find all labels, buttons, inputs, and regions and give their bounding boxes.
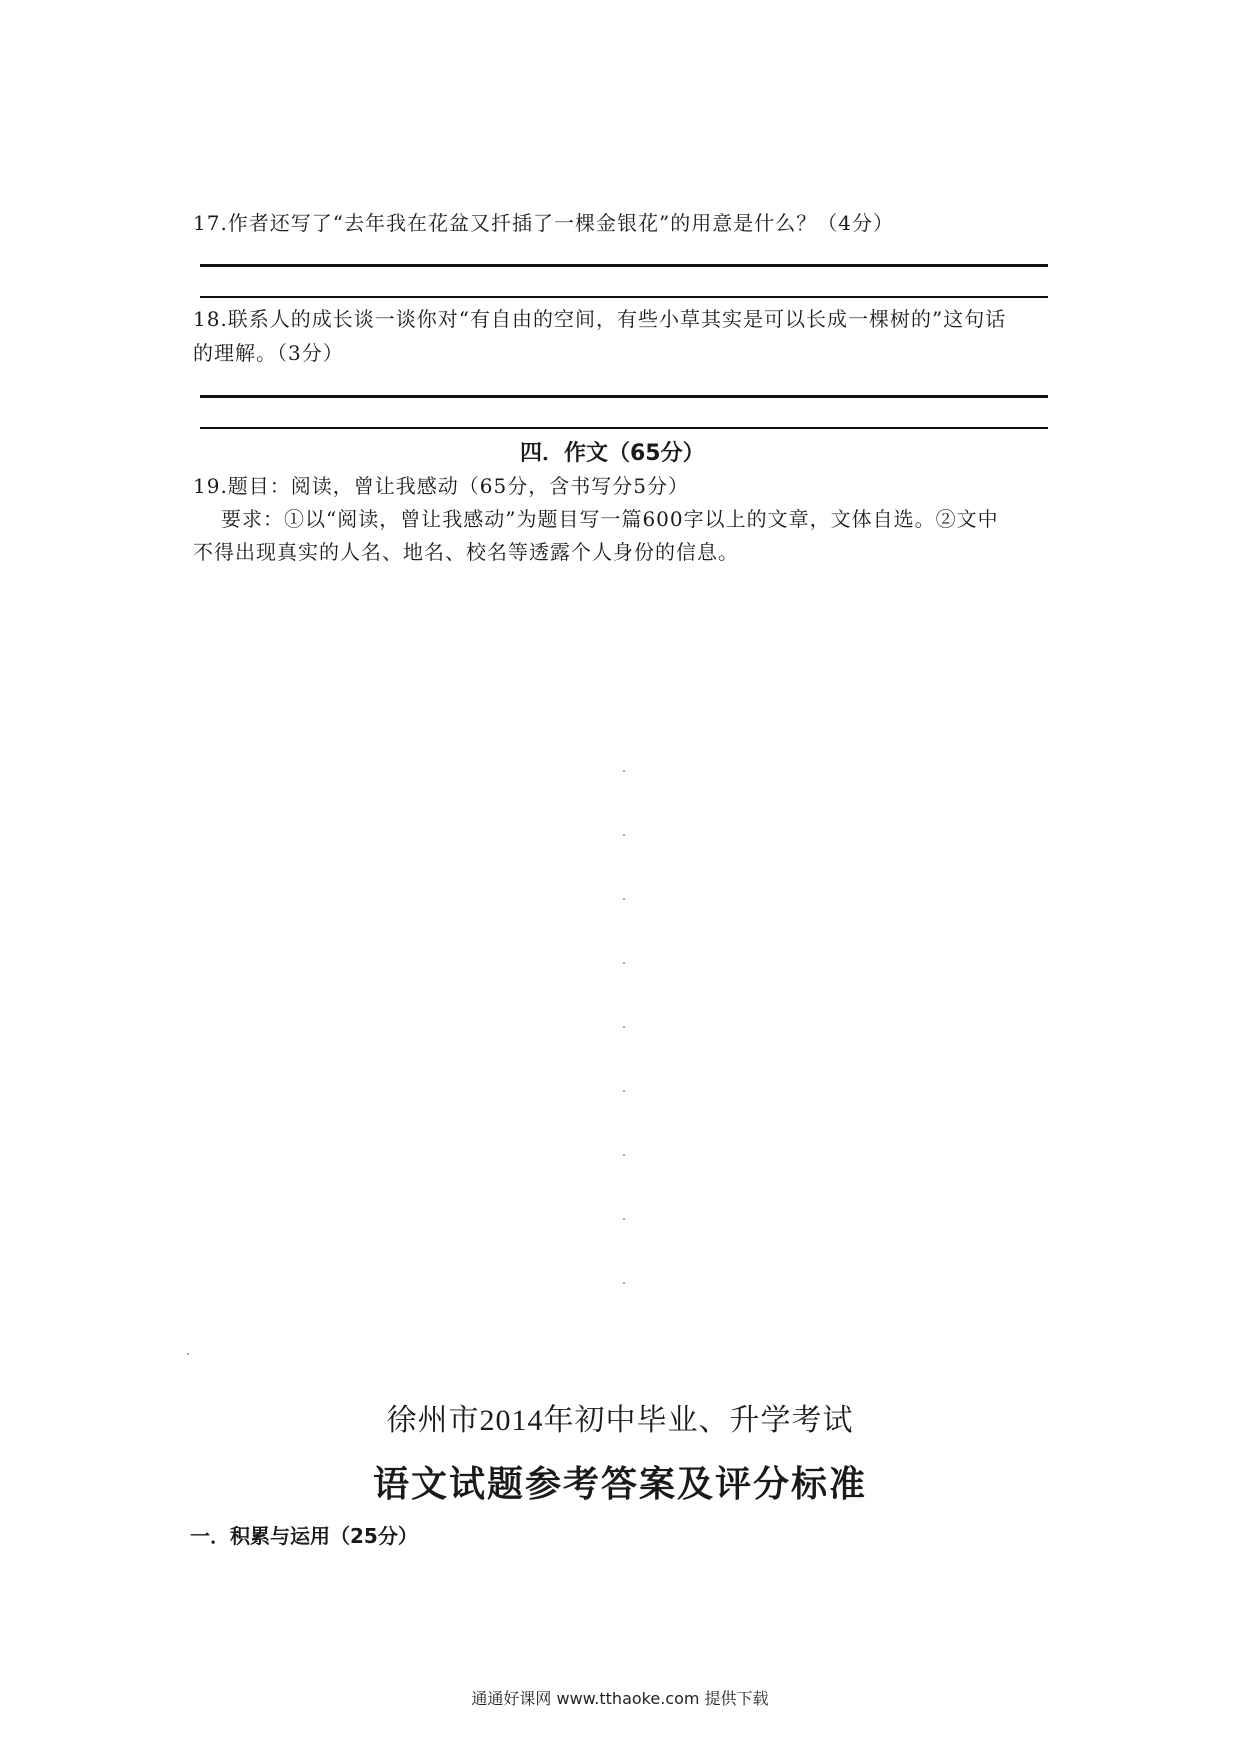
answer-key-title: 徐州市2014年初中毕业、升学考试 — [386, 1404, 854, 1437]
center-mark — [623, 962, 625, 964]
center-mark — [623, 1154, 625, 1156]
answer-section-1-heading: 一．积累与运用（25分） — [190, 1524, 418, 1548]
center-mark — [623, 1218, 625, 1220]
center-mark — [623, 1282, 625, 1284]
margin-mark — [187, 1353, 189, 1355]
question-18-line-2: 的理解。（3分） — [193, 341, 344, 365]
footer-credit: 通通好课网 www.tthaoke.com 提供下载 — [471, 1689, 769, 1708]
center-mark — [623, 1090, 625, 1092]
question-19-requirement-line-1: 要求：①以“阅读，曾让我感动”为题目写一篇600字以上的文章，文体自选。②文中 — [221, 507, 999, 531]
answer-line-17-2 — [200, 296, 1048, 298]
answer-line-18-1 — [200, 395, 1048, 398]
question-18-line-1: 18.联系人的成长谈一谈你对“有自由的空间，有些小草其实是可以长成一棵树的”这句话 — [193, 307, 1007, 331]
answer-line-17-1 — [200, 264, 1048, 267]
answer-key-subtitle: 语文试题参考答案及评分标准 — [372, 1464, 867, 1505]
center-mark — [623, 770, 625, 772]
question-19-title: 19.题目：阅读，曾让我感动（65分，含书写分5分） — [193, 474, 689, 498]
question-17-text: 17.作者还写了“去年我在花盆又扦插了一棵金银花”的用意是什么？（4分） — [193, 211, 894, 235]
answer-line-18-2 — [200, 427, 1048, 429]
center-mark — [623, 1026, 625, 1028]
section-4-heading: 四．作文（65分） — [520, 441, 705, 466]
question-19-requirement-line-2: 不得出现真实的人名、地名、校名等透露个人身份的信息。 — [193, 540, 739, 564]
center-mark — [623, 898, 625, 900]
center-mark — [623, 834, 625, 836]
